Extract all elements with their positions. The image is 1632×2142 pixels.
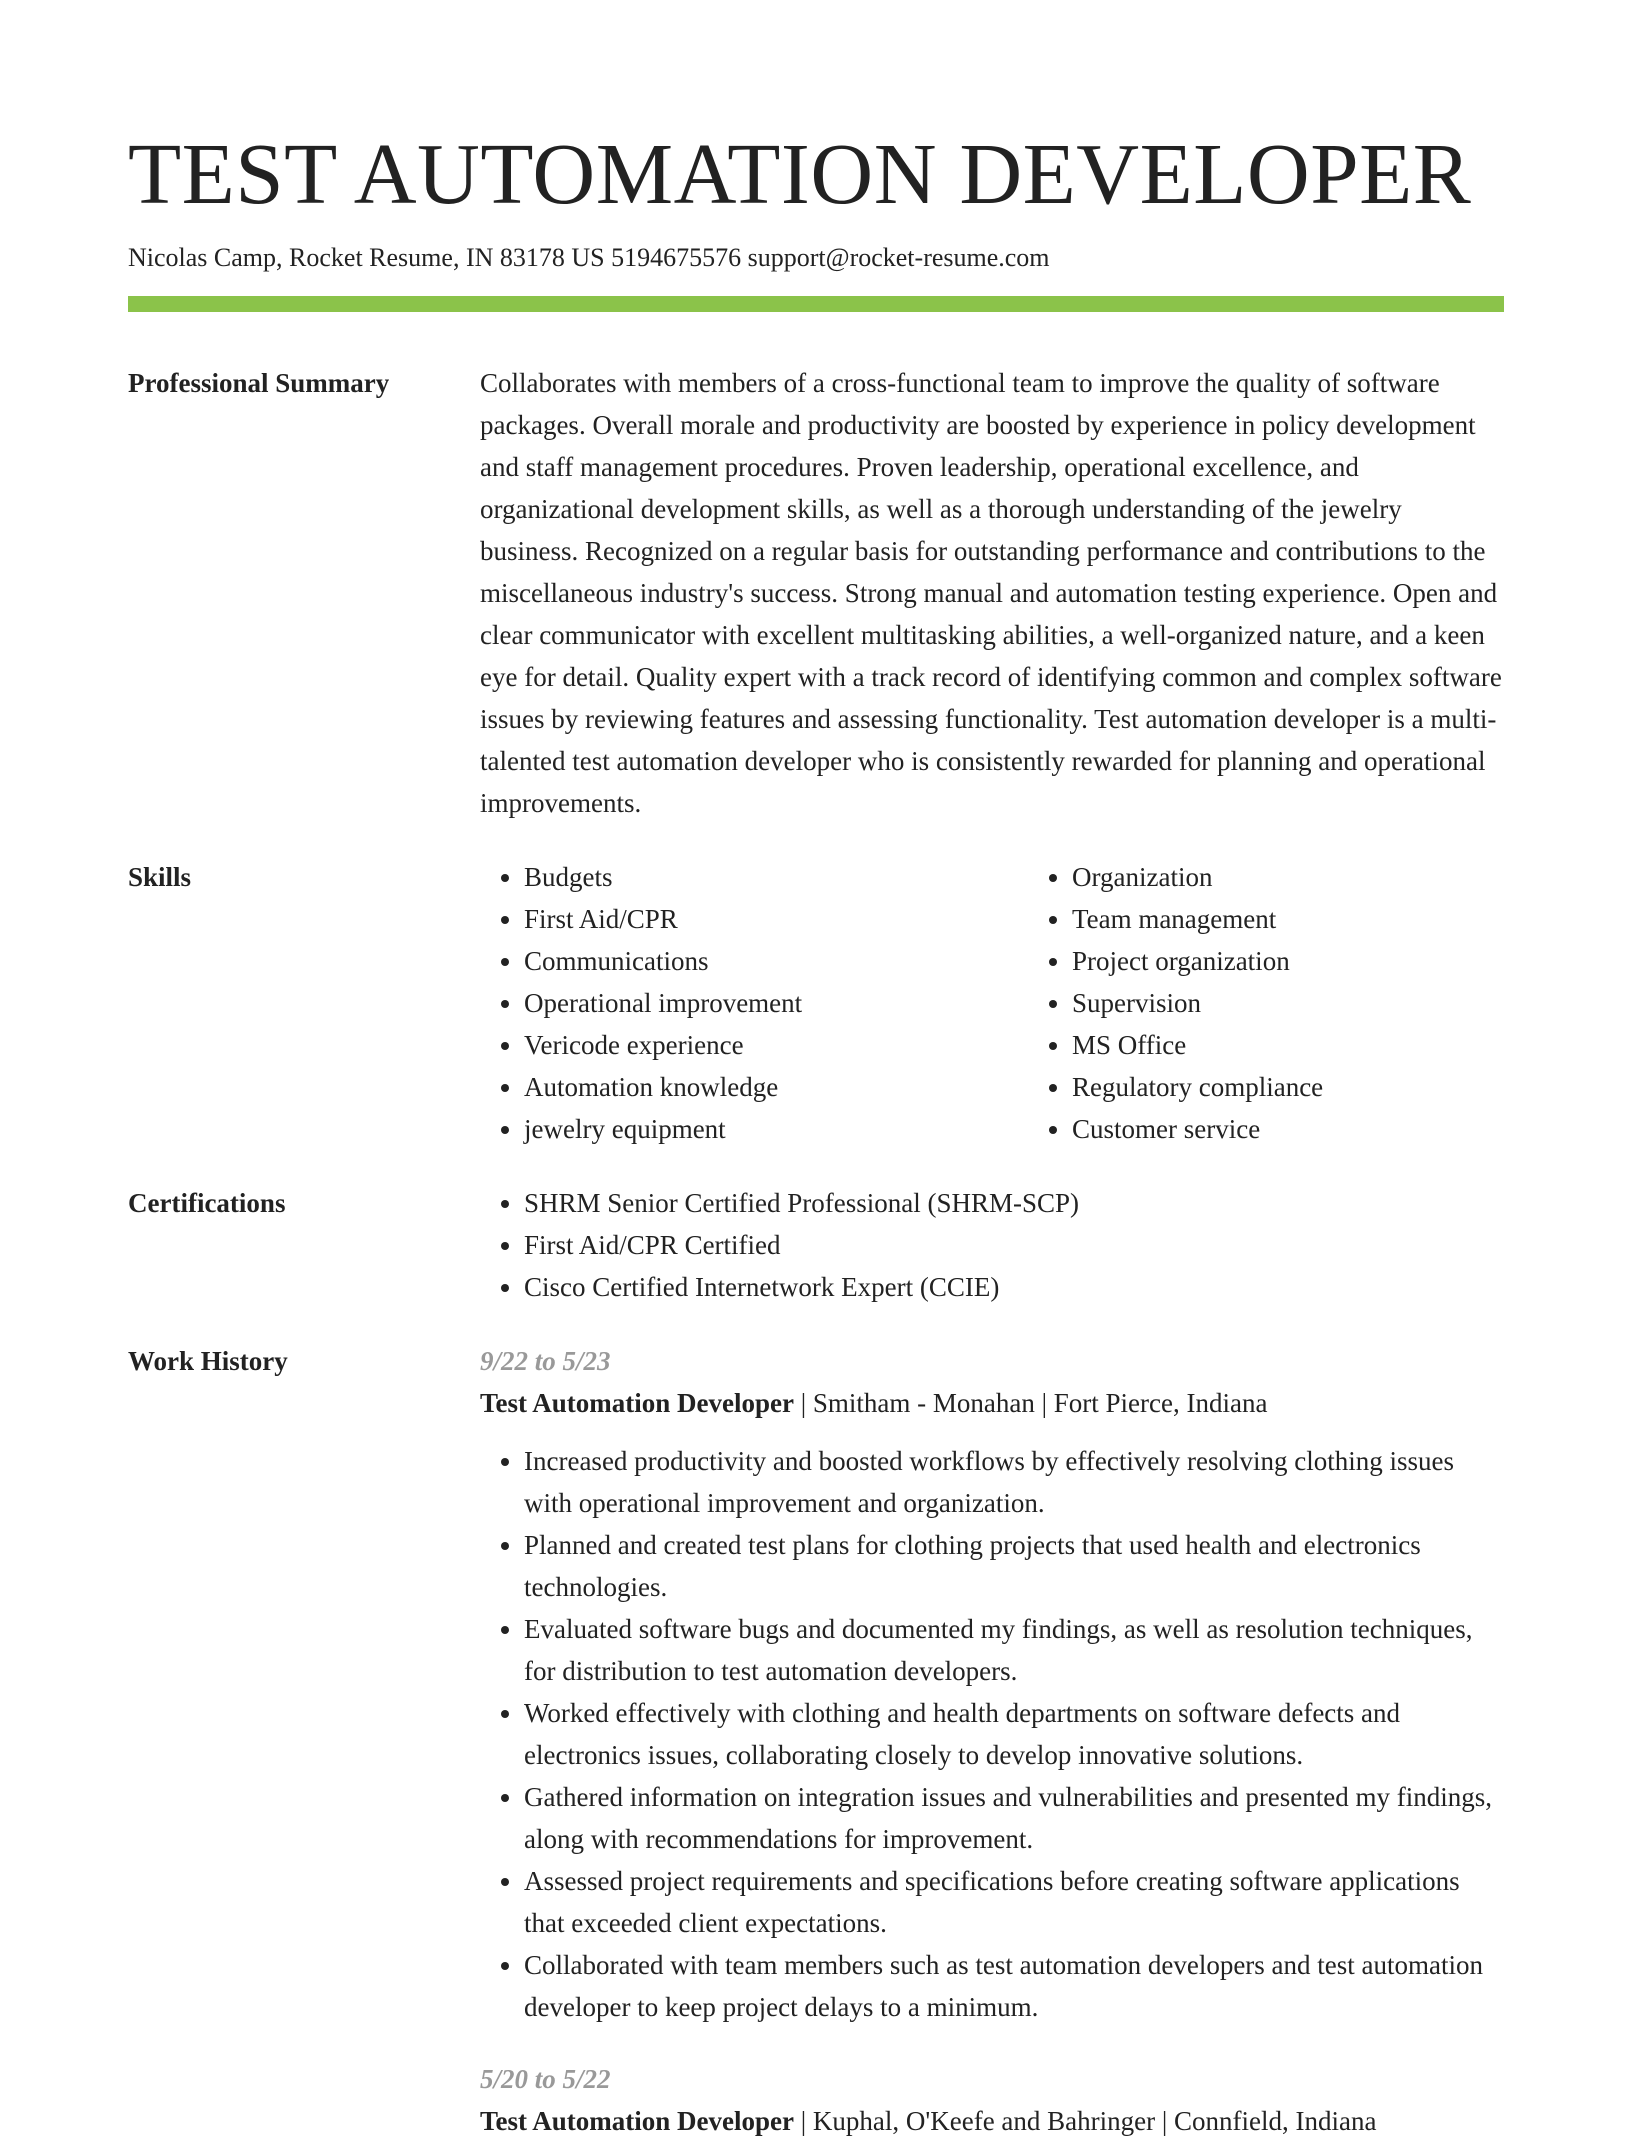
skill-item: • MS Office [1072, 1024, 1576, 1066]
skill-item: • Communications [524, 940, 1028, 982]
job-dates: 5/20 to 5/22 [480, 2063, 611, 2094]
job-entry [480, 1340, 1504, 2028]
skill-item: • Team management [1072, 898, 1576, 940]
work-history-section [128, 1340, 1504, 2142]
certification-item: • First Aid/CPR Certified [524, 1224, 1504, 1266]
skill-item: • First Aid/CPR [524, 898, 1028, 940]
certifications-body [480, 1182, 1504, 1308]
header-divider [128, 296, 1504, 312]
contact-email: support@rocket-resume.com [747, 243, 1050, 272]
work-history-heading: Work History [128, 1345, 288, 1376]
job-bullet: • Increased productivity and boosted workflows by effectively resolving clothing issues with operational improvement and organization. [524, 1440, 1504, 1524]
resume-title: TEST AUTOMATION DEVELOPER [128, 125, 1472, 222]
skill-item: • Supervision [1072, 982, 1576, 1024]
skill-item: • Automation knowledge [524, 1066, 1028, 1108]
skills-list [480, 856, 1576, 1150]
work-history-body [480, 1340, 1504, 2142]
certifications-section [128, 1182, 1504, 1308]
certifications-heading: Certifications [128, 1187, 286, 1218]
job-bullet: • Gathered information on integration issues and vulnerabilities and presented my findings, along with recommendations for improvement. [524, 1776, 1504, 1860]
job-heading [480, 2100, 1504, 2142]
contact-line [128, 241, 1504, 275]
job-employer-location: | Kuphal, O'Keefe and Bahringer | Connfield, Indiana [793, 2105, 1377, 2136]
job-entry [480, 2058, 1504, 2142]
contact-phone: 5194675576 [611, 243, 742, 272]
skill-item: • Vericode experience [524, 1024, 1028, 1066]
skills-section [128, 856, 1504, 1150]
summary-heading: Professional Summary [128, 367, 390, 398]
skills-column-right [1028, 856, 1576, 1150]
skill-item: • Organization [1072, 856, 1576, 898]
skill-item: • Regulatory compliance [1072, 1066, 1576, 1108]
job-bullets [480, 1440, 1504, 2028]
job-employer-location: | Smitham - Monahan | Fort Pierce, Indiana [793, 1387, 1268, 1418]
job-title: Test Automation Developer [480, 2105, 794, 2136]
skills-heading: Skills [128, 861, 192, 892]
contact-address: Rocket Resume, IN 83178 US [289, 243, 605, 272]
summary-section [128, 362, 1504, 824]
resume-page [128, 120, 1504, 2142]
job-bullet: • Collaborated with team members such as test automation developers and test automation developer to keep project delays to a minimum. [524, 1944, 1504, 2028]
skill-item: • Project organization [1072, 940, 1576, 982]
skill-item: • Operational improvement [524, 982, 1028, 1024]
contact-name: Nicolas Camp, [128, 243, 283, 272]
certifications-list [480, 1182, 1504, 1308]
job-bullet: • Planned and created test plans for clothing projects that used health and electronics technologies. [524, 1524, 1504, 1608]
job-heading [480, 1382, 1504, 1424]
skills-column-left [480, 856, 1028, 1150]
certification-item: • SHRM Senior Certified Professional (SHRM-SCP) [524, 1182, 1504, 1224]
skill-item: • Customer service [1072, 1108, 1576, 1150]
skill-item: • Budgets [524, 856, 1028, 898]
job-dates: 9/22 to 5/23 [480, 1345, 611, 1376]
job-bullet: • Assessed project requirements and specifications before creating software applications that exceeded client expectations. [524, 1860, 1504, 1944]
certification-item: • Cisco Certified Internetwork Expert (CCIE) [524, 1266, 1504, 1308]
job-bullet: • Worked effectively with clothing and health departments on software defects and electronics issues, collaborating closely to develop innovative solutions. [524, 1692, 1504, 1776]
skill-item: • jewelry equipment [524, 1108, 1028, 1150]
job-title: Test Automation Developer [480, 1387, 794, 1418]
job-bullet: • Evaluated software bugs and documented my findings, as well as resolution techniques, for distribution to test automation developers. [524, 1608, 1504, 1692]
summary-text: Collaborates with members of a cross-functional team to improve the quality of software packages. Overall morale and productivity are boosted by experience in policy development and staff management procedures. Proven leadership, operational excellence, and organizational development skills, as well as a thorough understanding of the jewelry business. Recognized on a regular basis for outstanding performance and contributions to the miscellaneous industry's success. Strong manual and automation testing experience. Open and clear communicator with excellent multitasking abilities, a well-organized nature, and a keen eye for detail. Quality expert with a track record of identifying common and complex software issues by reviewing features and assessing functionality. Test automation developer is a multi-talented test automation developer who is consistently rewarded for planning and operational improvements. [480, 367, 1502, 818]
